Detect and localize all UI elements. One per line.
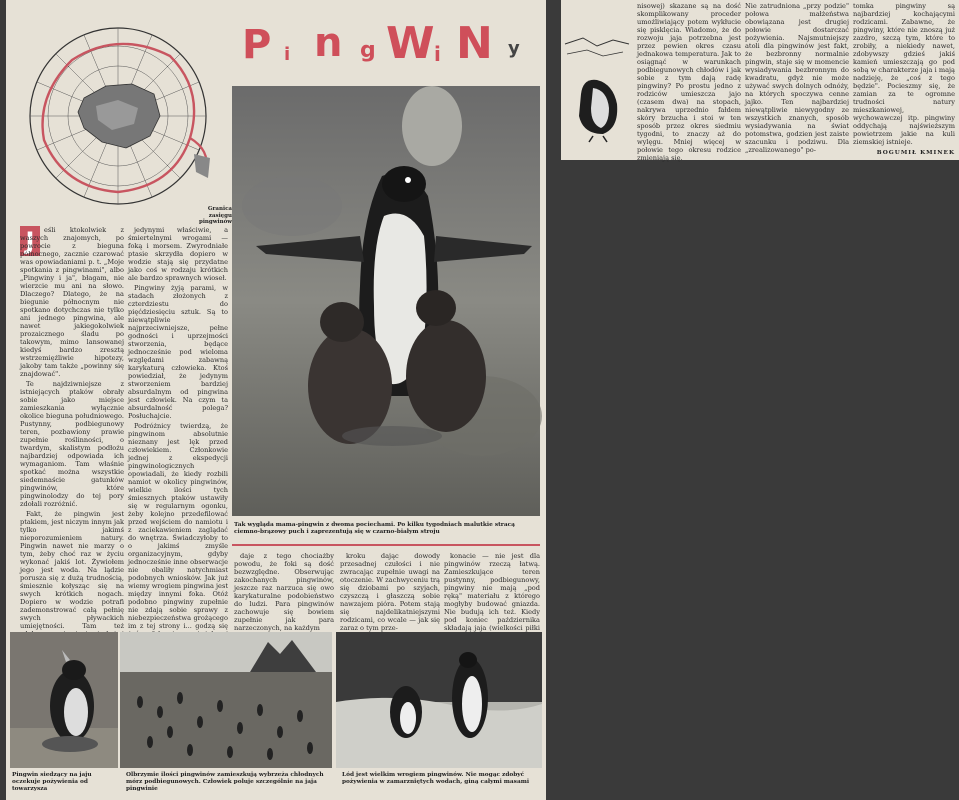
paragraph: kroku dając dowody przesadnej czułości i nie zwracając zupełnie uwagi na otoczenie. W zachwyceniu trą się dziobami po szyjach, czyszczą i głaszczą sobie nawzajem pióra. Potem stają się najdelikatniejszymi rodzicami, co wcale — jak się zaraz o tym prze- <box>340 552 440 632</box>
paragraph: daje z tego chociażby powodu, że foki są dość bezwzględne. Obserwując zakochanych pingwinów, jeszcze raz narzuca się owo karykaturalne podobieństwo do ludzi. Para pingwinów zachowuje się bowiem zupełnie jak para narzeczonych, na każdym <box>234 552 334 632</box>
right-column-2 <box>745 2 849 158</box>
photo-caption-2: Olbrzymie ilości pingwinów zamieszkują wybrzeża chłodnych mórz podbiegunowych. Człowiek poluje szczególnie na jaja pingwinie <box>126 772 324 792</box>
photo-penguins-on-ice <box>336 632 542 768</box>
main-photo-caption: Tak wygląda mama-pingwin z dwoma pociechami. Po kilku tygodniach malutkie stracą ciemno-brązowy puch i zaprezentują się w czarno-białym stroju <box>234 522 515 535</box>
paragraph: Te najdziwniejsze z istniejących ptaków obrały sobie jako miejsce zamieszkania wyłącznie okolice bieguna południowego. Pustynny, podbiegunowy teren, pozbawiony prawie zupełnie roślinności, o twardym, skalistym podłożu najbardziej odpowiada ich wymaganiom. Tam właśnie spotkać można wszystkie siedemnaście gatunków pingwinów, które pingwinolodzy do tej pory zdołali rozróżnić. <box>20 380 124 508</box>
author-name: BOGUMIŁ KMINEK <box>876 150 955 156</box>
penguin-illustration <box>563 24 633 144</box>
right-column-3 <box>853 2 955 148</box>
paragraph: Fakt, że pingwin jest ptakiem, jest niczym innym jak tylko jakimś nieporozumieniem natury. Pingwin nawet nie marzy o tym, żeby choć raz w życiu wykonać jakiś lot. Żywiołem jego jest woda. Na lądzie porusza się z dużą trudnością, śmiesznie kołysząc się na swych krótkich nogach. Dopiero w wodzie potrafi zademonstrować całą pełnię swych pływackich umiejętności. Tam też <box>20 510 124 630</box>
paragraph: nisowej) skazane są na dość skomplikowany proceder umożliwiający potem wykłucie się pisklęcia. Wiadomo, że do rozwoju jaja potrzebna jest przez pewien okres czasu jednakowa temperatura. Jak to osiągnąć w warunkach podbiegunowych chłodów i jak sobie z tym dają radę pingwiny? Po prostu jedno z rodziców umieszcza jajo (czasem dwa) na stopach, nakrywa uprzednio fałdem skóry brzucha i stoi w ten sposób przez okres siedmiu tygodni, to znaczy aż do wylęgu. Mniej więcej w połowie tego okresu rodzice zmieniają się. <box>637 2 741 162</box>
article-column-3 <box>234 552 334 630</box>
right-column-1 <box>637 2 741 162</box>
map-caption: Granica zasięgu pingwinów <box>198 206 232 225</box>
title-letter: g <box>360 38 376 63</box>
paragraph: tomka pingwiny są najbardziej kochającymi rodzicami. Zabawne, że pingwiny, które nie znoszą już zazdro, szczą tym, które to zrobiły, a niekiedy nawet, zdobywszy gdzieś jakiś kamień umieszczają go pod sobą w charakterze jaja i mają nadzieję, że „coś z tego będzie". Pocieszmy się, że zamian za te ogromne trudności natury mieszkaniowej, wychowawczej itp. pingwiny oddychają najświeższym powietrzem jakie na kuli ziemskiej istnieje. <box>853 2 955 146</box>
title-letter: P <box>242 22 272 68</box>
divider <box>232 544 540 546</box>
paragraph: Podróżnicy twierdzą, że pingwinom absolutnie nieznany jest lęk przed człowiekiem. Członkowie jednej z ekspedycji pingwinologicznych opowiadali, że kiedy rozbili namiot w okolicy pingwinów, wielkie ilości tych śmiesznych ptaków ustawiły się w regularnym ogonku, żeby kolejno przedefilować przed wejściem do namiotu i z zaciekawieniem zaglądać do wnętrza. Świadczyłoby to o jakimś zmyśle organizacyjnym, gdyby jednocześnie inne obserwacje nie obaliły natychmiast podobnych wniosków. Jak już wiemy wrogiem pingwina jest między innymi foka. Otóż podobno pingwiny zupełnie nie zdają sobie sprawy z niebezpieczeństwa grożącego im z tej strony i... godzą się <box>128 422 228 630</box>
title-letter: W <box>386 18 435 69</box>
title-letter: i <box>434 42 441 66</box>
paragraph: konacie — nie jest dla pingwinów rzeczą łatwą. Zamieszkujące teren pustynny, podbiegunowy, pingwiny nie mają „pod ręką" materiału z którego mogłyby budować gniazda. Nie budują ich też. Kiedy pod koniec października składają jaja (wielkości piłki <box>444 552 540 632</box>
photo-caption-1: Pingwin siedzący na jaju oczekuje pożywienia od towarzysza <box>12 772 92 792</box>
paragraph: jedynymi właściwie, a śmiertelnymi wrogami — foką i morsem. Zwyrodniałe ptasie skrzydła dopiero w wodzie stają się przydatne jako coś w rodzaju krótkich ale bardzo sprawnych wioseł. <box>128 226 228 282</box>
paragraph: eśli ktokolwiek z waszych znajomych, po powrocie z bieguna północnego, zacznie czarować was opowiadaniami p. t. „Moje spotkania z pingwinami", albo „Pingwiny i ja", błagam, nie wierzcie mu ani na słowo. Dlaczego? Dlatego, że na biegunie północnym nie spotkano dotychczas nie tylko ani jednego pingwina, ale nawet jakiegokolwiek prozaicznego śladu po takowym, mimo lansowanej kiedyś bardzo zresztą wstrzemięźliwie hipotezy, jakoby tam także „powinny się znajdować". <box>20 226 124 378</box>
photo-penguin-colony <box>120 632 332 768</box>
magazine-page-left <box>6 0 546 800</box>
photo-penguin-on-egg <box>10 632 118 768</box>
title-letter: y <box>508 38 520 59</box>
title-letter: i <box>284 44 291 65</box>
magazine-page-right <box>561 0 959 160</box>
antarctica-map <box>14 20 226 210</box>
article-column-4 <box>340 552 440 630</box>
title-letter: n <box>314 20 343 66</box>
title-letter: N <box>456 18 493 69</box>
main-photo-penguin-mother <box>232 86 540 516</box>
page-title <box>228 18 548 74</box>
drop-cap: J <box>20 226 40 256</box>
article-column-1 <box>20 226 124 630</box>
paragraph: Pingwiny żyją parami, w stadach złożonych z czterdziestu do pięćdziesięciu sztuk. Są to niewątpliwie najprzeciwniejsze, pełne godności i uprzejmości stworzenia, będące jednocześnie pod wieloma względami zabawną karykaturą człowieka. Ktoś powiedział, że jedynym stworzeniem bardziej absurdalnym od pingwina jest człowiek. Na czym ta absurdalność polega? Posłuchajcie. <box>128 284 228 420</box>
article-column-2 <box>128 226 228 630</box>
article-column-5 <box>444 552 540 630</box>
photo-caption-3: Lód jest wielkim wrogiem pingwinów. Nie mogąc zdobyć pożywienia w zamarzniętych wodach, giną całymi masami <box>342 772 530 785</box>
paragraph: Nie zatrudniona „przy podzie" połowa małżeństwa obowiązana jest drugiej połowie dostarczać pożywienia. Najsmutniejszy atoli dla pingwinów jest fakt, że bezbronny normalnie pingwin, staje się w momencie wysiadywania bezbronnym do kwadratu, gdyż nie może używać swych dolnych odnóży, na których spoczywa cenne jajko. Ten najbardziej niewątpliwie niewygodny ze wszystkich znanych, sposób wysiadywania na świat potomstwa, godzien jest zaiste szacunku i podziwu. Dla „zrealizowanego" po- <box>745 2 849 154</box>
